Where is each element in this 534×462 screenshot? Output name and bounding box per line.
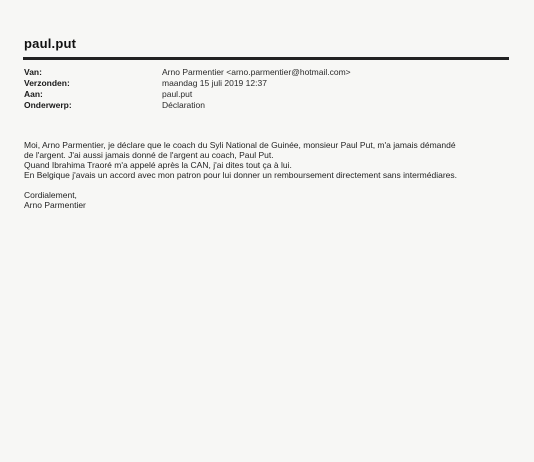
title-divider — [23, 57, 509, 60]
body-line: Moi, Arno Parmentier, je déclare que le coach du Syli National de Guinée, monsieur Paul Put, m'a jamais démandé — [24, 140, 456, 150]
signature-line: Arno Parmentier — [24, 200, 86, 210]
header-row-from — [24, 67, 504, 78]
header-row-to — [24, 89, 504, 100]
subject-label: Onderwerp: — [24, 100, 72, 110]
email-body — [24, 140, 514, 210]
to-value: paul.put — [162, 89, 193, 99]
from-value: Arno Parmentier <arno.parmentier@hotmail.com> — [162, 67, 351, 77]
closing-line: Cordialement, — [24, 190, 77, 200]
sent-label: Verzonden: — [24, 78, 70, 88]
body-line: de l'argent. J'ai aussi jamais donné de l'argent au coach, Paul Put. — [24, 150, 274, 160]
from-label: Van: — [24, 67, 42, 77]
email-header — [24, 67, 504, 111]
body-line: En Belgique j'avais un accord avec mon patron pour lui donner un remboursement directement sans intermédiares. — [24, 170, 457, 180]
header-row-sent — [24, 78, 504, 89]
body-line: Quand Ibrahima Traoré m'a appelé après la CAN, j'ai dites tout ça à lui. — [24, 160, 292, 170]
mailbox-owner-title: paul.put — [24, 36, 77, 51]
subject-value: Déclaration — [162, 100, 205, 110]
paragraph-gap — [24, 180, 514, 190]
to-label: Aan: — [24, 89, 43, 99]
header-row-subject — [24, 100, 504, 111]
sent-value: maandag 15 juli 2019 12:37 — [162, 78, 267, 88]
